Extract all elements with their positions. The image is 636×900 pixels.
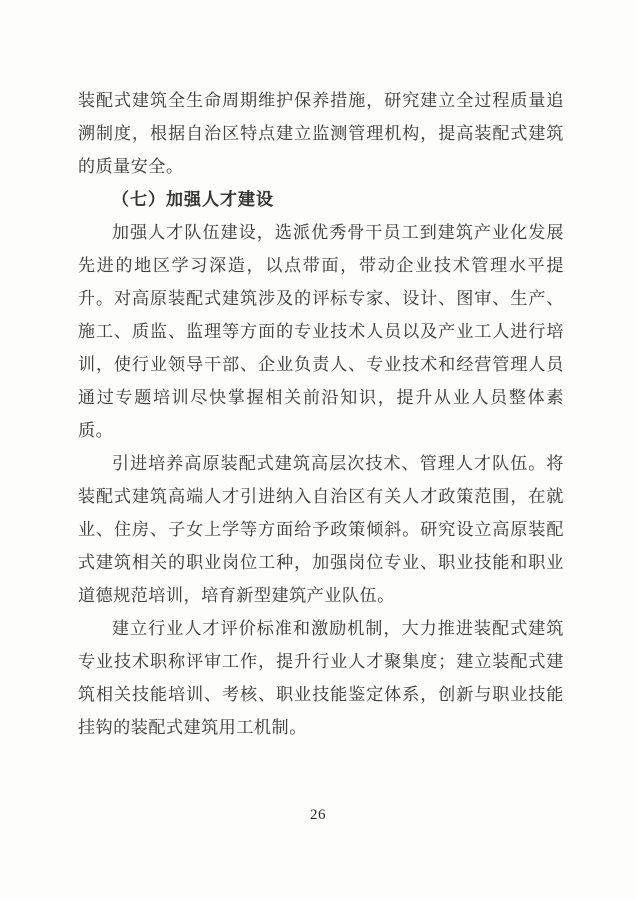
paragraph-quality-traceability: 装配式建筑全生命周期维护保养措施，研究建立全过程质量追溯制度，根据自治区特点建立监测管理机构，提高装配式建筑的质量安全。 bbox=[78, 91, 564, 176]
section-heading-talent-development: （七）加强人才建设 bbox=[112, 190, 274, 209]
paragraph-talent-evaluation-mechanism: 建立行业人才评价标准和激励机制，大力推进装配式建筑专业技术职称评审工作，提升行业人才聚集度；建立装配式建筑相关技能培训、考核、职业技能鉴定体系，创新与职业技能挂钩的装配式建筑用工机制。 bbox=[78, 619, 564, 737]
paragraph-talent-team-building: 加强人才队伍建设，选派优秀骨干员工到建筑产业化发展先进的地区学习深造，以点带面，带动企业技术管理水平提升。对高原装配式建筑涉及的评标专家、设计、图审、生产、施工、质监、监理等方面的专业技术人员以及产业工人进行培训，使行业领导干部、企业负责人、专业技术和经营管理人员通过专题培训尽快掌握相关前沿知识，提升从业人员整体素质。 bbox=[78, 223, 564, 440]
paragraph-talent-introduction: 引进培养高原装配式建筑高层次技术、管理人才队伍。将装配式建筑高端人才引进纳入自治区有关人才政策范围，在就业、住房、子女上学等方面给予政策倾斜。研究设立高原装配式建筑相关的职业岗位工种，加强岗位专业、职业技能和职业道德规范培训，培育新型建筑产业队伍。 bbox=[78, 454, 564, 605]
page-number: 26 bbox=[310, 807, 326, 823]
page-body-text bbox=[78, 84, 564, 744]
